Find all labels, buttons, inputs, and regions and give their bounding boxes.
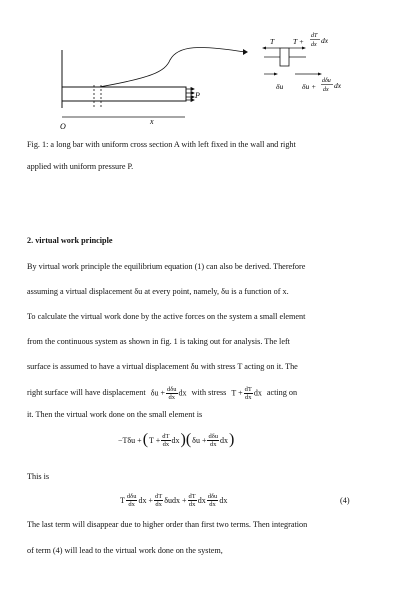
text-fragment: right surface will have displacement [27, 388, 146, 397]
label-dx-den: dx [311, 42, 317, 48]
label-dx-tail: dx [321, 36, 329, 45]
inline-equation-1: δu + $\frac{\text{dδu}}{dx}$ dx [150, 385, 187, 401]
label-t: T [270, 37, 275, 46]
caption-line-1: Fig. 1: a long bar with uniform cross section A with left fixed in the wall and right [27, 140, 296, 149]
paragraph-line: surface is assumed to have a virtual displacement δu with stress T acting on it. The [27, 362, 298, 371]
label-p: P [195, 91, 200, 100]
label-dx-den2: dx [323, 87, 329, 93]
paragraph-line: it. Then the virtual work done on the small element is [27, 410, 203, 419]
zoom-curve [99, 47, 245, 87]
figure-bar-diagram [0, 0, 405, 135]
zoom-arrowhead [243, 49, 248, 55]
label-delta-u-plus: δu + [302, 82, 317, 91]
paragraph-line: assuming a virtual displacement δu at every point, namely, δu is a function of x. [27, 287, 289, 296]
label-o: O [60, 122, 66, 131]
paragraph-line: By virtual work principle the equilibrium equation (1) can also be derived. Therefore [27, 262, 306, 271]
paragraph-line: To calculate the virtual work done by the active forces on the system a small element [27, 312, 306, 321]
section-heading: 2. virtual work principle [27, 236, 113, 245]
paragraph-line-with-math [27, 382, 297, 404]
text-fragment: with stress [191, 388, 227, 397]
label-t-plus: T + [293, 37, 304, 46]
label-delta-u: δu [276, 82, 284, 91]
label-d-delta-u: dδu [322, 78, 331, 84]
paragraph-line: The last term will disappear due to higher order than first two terms. Then integration [27, 520, 308, 529]
paragraph-line: of term (4) will lead to the virtual work done on the system, [27, 546, 223, 555]
pressure-arrows [186, 88, 194, 102]
label-dx-tail2: dx [334, 81, 342, 90]
equation-virtual-work: −Tδu + ( T + $\frac{dT}{dx}$ dx )( δu + $\frac{\text{dδu}}{dx}$ dx ) [118, 431, 235, 448]
equation-4: T $\frac{\text{dδu}}{dx}$ dx + $\frac{dT}{dx}$ δudx + $\frac{dT}{dx}$ dx $\frac{\text{dδu}}{dx}$ dx [120, 492, 228, 508]
caption-line-2: applied with uniform pressure P. [27, 162, 134, 171]
equation-number: (4) [340, 496, 350, 505]
element-box [280, 48, 289, 66]
paragraph-line: from the continuous system as shown in fig. 1 is taking out for analysis. The left [27, 337, 290, 346]
this-is-text: This is [27, 472, 50, 481]
label-dt: dT [311, 33, 318, 39]
inline-equation-2: T + $\frac{dT}{dx}$ dx [231, 385, 262, 401]
text-fragment: acting on [266, 388, 298, 397]
label-x: x [150, 117, 154, 126]
bar [62, 87, 186, 101]
